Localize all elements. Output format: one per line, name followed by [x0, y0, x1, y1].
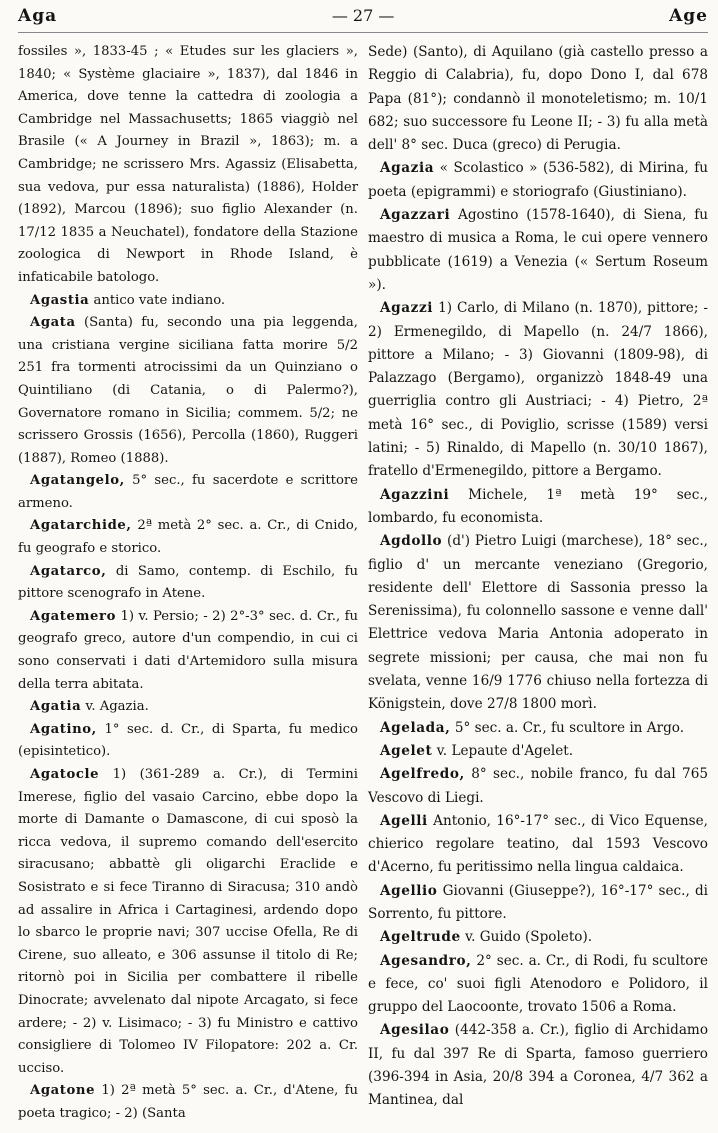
entry-text: 1) Carlo, di Milano (n. 1870), pittore; - 2) Ermenegildo, di Mapello (n. 24/7 1866), pittore a Milano; - 3) Giovanni (1809-98), di Palazzago (Bergamo), organizzò 1848-49 una guerriglia contro gli Austriaci; - 4) Pietro, 2ª metà 16° sec., di Poviglio, scrisse (1589) versi latini; - 5) Rinaldo, di Mapello (n. 30/10 1867), fratello d'Ermenegildo, pittore a Bergamo.	[368, 300, 708, 480]
dictionary-entry	[368, 810, 708, 880]
dictionary-entry	[368, 41, 708, 157]
dictionary-entry	[18, 470, 358, 515]
entry-text: 8° sec., nobile franco, fu dal 765 Vescovo di Liegi.	[368, 766, 708, 806]
dictionary-entry	[18, 290, 358, 313]
left-column	[18, 41, 358, 1126]
dictionary-entry	[368, 297, 708, 483]
entry-headword: Agatino,	[30, 721, 97, 737]
entry-headword: Agata	[30, 315, 76, 331]
entry-headword: Agatemero	[30, 608, 116, 624]
entry-text: 2° sec. a. Cr., di Rodi, fu scultore e fece, co' suoi figli Atenodoro e Polidoro, il gruppo del Laocoonte, trovato 1506 a Roma.	[368, 952, 708, 1016]
entry-headword: Agastia	[30, 292, 90, 308]
entry-headword: Agazzi	[380, 300, 434, 317]
dictionary-entry	[18, 696, 358, 719]
entry-headword: Agatarco,	[30, 563, 107, 579]
dictionary-entry	[368, 157, 708, 204]
entry-text: (442-358 a. Cr.), figlio di Archidamo II, fu dal 397 Re di Sparta, famoso guerriero (396-394 in Asia, 20/8 394 a Coronea, 4/7 362 a Mantinea, dal	[368, 1022, 709, 1109]
entry-headword: Agellio	[380, 882, 438, 899]
entry-headword: Agesandro,	[380, 952, 472, 969]
entry-text: 2ª metà 2° sec. a. Cr., di Cnido, fu geografo e storico.	[18, 518, 358, 557]
entry-text: 1) (361-289 a. Cr.), di Termini Imerese, figlio del vasaio Carcino, ebbe dopo la morte di Damante o Damascone, di cui sposò la ricca vedova, il supremo comando dell'esercito siracusano; abbattè gli oligarchi Eraclide e Sosistrato e si fece Tiranno di Siracusa; 310 andò ad assalire in Africa i Cartaginesi, ardendo dopo lo sbarco le proprie navi; 307 uccise Ofella, Re di Cirene, suo alleato, e 306 assunse il titolo di Re; ritornò poi in Sicilia per combattere il ribelle Dinocrate; avvelenato dal nipote Arcagato, si fece ardere; - 2) v. Lisimaco; - 3) fu Ministro e cattivo consigliere di Tolomeo IV Filopatore: 202 a. Cr. ucciso.	[18, 767, 358, 1076]
entry-text: di Samo, contemp. di Eschilo, fu pittore scenografo in Atene.	[18, 563, 358, 602]
entry-text: 1° sec. d. Cr., di Sparta, fu medico (episintetico).	[18, 721, 358, 760]
dictionary-entry	[18, 764, 358, 1080]
dictionary-entry	[368, 204, 708, 297]
entry-text: 1) v. Persio; - 2) 2°-3° sec. d. Cr., fu geografo greco, autore d'un compendio, in cui ci sono conservati i dati d'Artemidoro sulla misura della terra abitata.	[18, 608, 358, 692]
entry-text: (Santa) fu, secondo una pia leggenda, una cristiana vergine siciliana fatta morire 5/2 251 fra tormenti atrocissimi da un Quinziano o Quintiliano (di Catania, o di Palermo?), Governatore romano in Sicilia; commem. 5/2; ne scrissero Grossis (1656), Percolla (1860), Ruggeri (1887), Romeo (1888).	[18, 315, 358, 466]
entry-headword: Agatia	[30, 699, 82, 715]
dictionary-entry	[368, 484, 708, 531]
dictionary-entry	[368, 950, 708, 1020]
entry-text: Agostino (1578-1640), di Siena, fu maestro di musica a Roma, le cui opere vennero pubblicate (1619) a Venezia (« Sertum Roseum »).	[368, 207, 708, 293]
entry-text: v. Guido (Spoleto).	[465, 929, 593, 946]
entry-text: (d') Pietro Luigi (marchese), 18° sec., figlio d' un mercante veneziano (Gregorio, residente dell' Elettore di Sassonia presso la Serenissima), fu colonnello sassone e venne dall' Elettrice vedova Maria Antonia adoperato in segrete missioni; per causa, che mai non fu svelata, venne 16/9 1776 chiuso nella fortezza di Königstein, dove 27/8 1800 morì.	[368, 533, 708, 713]
entry-text: 1) 2ª metà 5° sec. a. Cr., d'Atene, fu poeta tragico; - 2) (Santa	[18, 1083, 358, 1121]
dictionary-entry	[368, 880, 708, 927]
dictionary-entry	[18, 561, 358, 606]
entry-headword: Agdollo	[380, 533, 443, 550]
header-left-guide-word: Aga	[18, 6, 58, 26]
dictionary-entry	[18, 515, 358, 560]
dictionary-entry	[368, 740, 708, 763]
entry-headword: Agazia	[380, 160, 435, 177]
header-right-guide-word: Age	[669, 6, 708, 26]
entry-headword: Agelet	[380, 742, 433, 759]
dictionary-entry	[18, 1080, 358, 1125]
dictionary-entry	[368, 763, 708, 810]
dictionary-entry	[18, 41, 358, 290]
dictionary-entry	[18, 312, 358, 470]
entry-headword: Agazzini	[380, 486, 450, 503]
entry-text: fossiles », 1833-45 ; « Etudes sur les glaciers », 1840; « Système glaciaire », 1837), dal 1846 in America, dove tenne la cattedra di zoologia a Cambridge nel Massachusetts; 1865 viaggiò nel Brasile (« A Journey in Brazil », 1863); m. a Cambridge; ne scrissero Mrs. Agassiz (Elisabetta, sua vedova, pur essa naturalista) (1886), Holder (1892), Marcou (1896); suo figlio Alexander (n. 17/12 1835 a Neuchatel), fondatore della Stazione zoologica di Newport in Rhode Island, è infaticabile batologo.	[18, 44, 358, 285]
dictionary-entry	[18, 606, 358, 696]
dictionary-entry	[368, 926, 708, 949]
entry-headword: Agazzari	[380, 207, 451, 224]
dictionary-entry	[368, 530, 708, 716]
entry-text: antico vate indiano.	[93, 292, 226, 308]
entry-headword: Agatocle	[30, 767, 100, 782]
entry-headword: Agatone	[30, 1083, 96, 1099]
entry-headword: Agelfredo,	[380, 766, 465, 783]
entry-headword: Agesilao	[380, 1022, 450, 1039]
entry-text: v. Agazia.	[85, 699, 149, 715]
dictionary-entry	[368, 1019, 708, 1112]
entry-headword: Agelli	[380, 812, 428, 829]
entry-headword: Ageltrude	[380, 929, 461, 946]
dictionary-entry	[368, 717, 708, 740]
dictionary-entry	[18, 719, 358, 764]
page-number: — 27 —	[331, 6, 395, 25]
text-columns	[18, 41, 708, 1126]
entry-headword: Agatangelo,	[30, 473, 125, 489]
entry-text: 5° sec., fu sacerdote e scrittore armeno.	[18, 473, 358, 511]
entry-text: « Scolastico » (536-582), di Mirina, fu poeta (epigrammi) e storiografo (Giustiniano).	[368, 160, 709, 200]
entry-text: Antonio, 16°-17° sec., di Vico Equense, chierico regolare teatino, dal 1593 Vescovo d'Acerno, fu peritissimo nella lingua caldaica.	[368, 812, 708, 876]
entry-text: Michele, 1ª metà 19° sec., lombardo, fu economista.	[368, 486, 708, 526]
right-column	[368, 41, 708, 1126]
entry-text: 5° sec. a. Cr., fu scultore in Argo.	[454, 719, 685, 736]
entry-text: Sede) (Santo), di Aquilano (già castello presso a Reggio di Calabria), fu, dopo Dono I, dal 678 Papa (81°); condannò il monoteletismo; m. 10/1 682; suo successore fu Leone II; - 3) fu alla metà dell' 8° sec. Duca (greco) di Perugia.	[368, 44, 708, 154]
entry-headword: Ageladа,	[380, 719, 451, 736]
entry-text: v. Lepaute d'Agelet.	[436, 742, 574, 759]
entry-headword: Agatarchide,	[30, 518, 132, 534]
entry-text: Giovanni (Giuseppe?), 16°-17° sec., di Sorrento, fu pittore.	[368, 882, 708, 922]
running-header	[18, 6, 708, 33]
